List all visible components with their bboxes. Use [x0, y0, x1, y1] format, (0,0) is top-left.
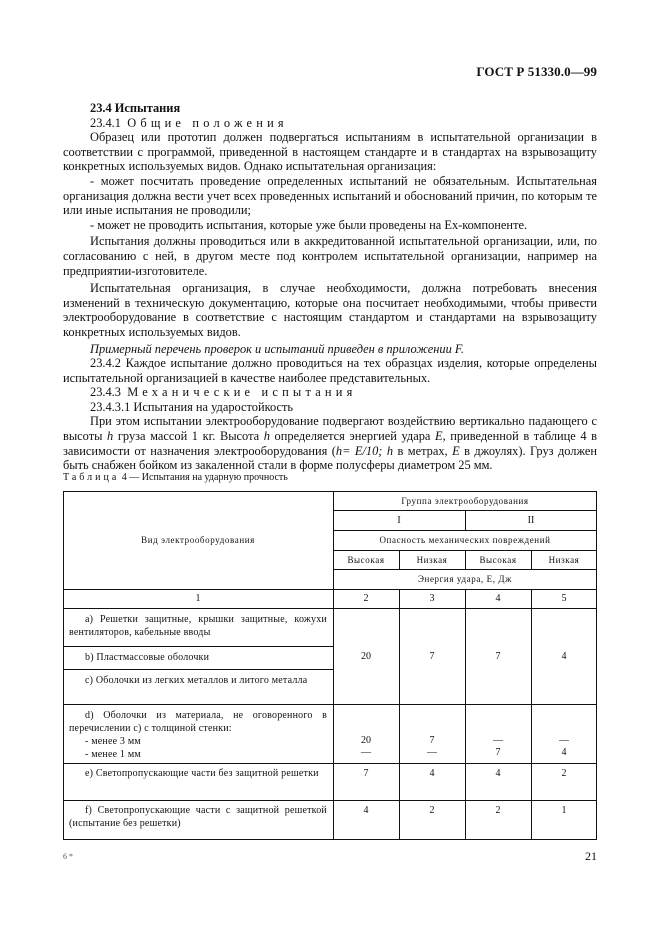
- value-e-col4: 4: [495, 768, 501, 779]
- level-high-I: Высокая: [347, 554, 385, 565]
- column-number: 1: [195, 593, 201, 604]
- subsection-heading-mechanical: [63, 385, 597, 400]
- group-I-header: I: [397, 514, 401, 526]
- subsection-title: Механические испытания: [127, 385, 357, 400]
- value-e-col5: 2: [561, 768, 567, 779]
- column-number: 2: [363, 593, 369, 604]
- column-number: 4: [495, 593, 501, 604]
- value-abc-col2: 20: [361, 650, 371, 662]
- column-number: 3: [429, 593, 435, 604]
- danger-header: Опасность механических повреждений: [379, 535, 551, 545]
- page-number: 21: [585, 849, 597, 863]
- column-number: 5: [561, 593, 567, 604]
- subsection-title: Общие положения: [127, 115, 288, 130]
- italic-note: Примерный перечень проверок и испытаний приведен в приложении F.: [90, 341, 464, 356]
- subsection-23-4-3-1-title: 23.4.3.1 Испытания на ударостойкость: [90, 399, 294, 414]
- level-low-I: Низкая: [416, 554, 448, 565]
- paragraph: Образец или прототип должен подвергаться испытаниям в испытательной организации в соответствии с программой, приведенной в настоящем стандарте и в стандартах на взрывозащиту конкретных используемых видов. Однако испытательная организация:: [63, 130, 597, 174]
- value-abc-col4: 7: [495, 650, 501, 662]
- group-II-header: II: [527, 514, 535, 526]
- value-f-col3: 2: [429, 805, 435, 816]
- column-header-equipment-type: Вид электрооборудования: [141, 535, 255, 545]
- value-d-col3: 7 —: [427, 735, 437, 758]
- value-f-col5: 1: [561, 805, 567, 816]
- subsection-heading-general: [63, 116, 597, 131]
- document-code-header: ГОСТ Р 51330.0—99: [476, 64, 597, 79]
- value-e-col2: 7: [363, 768, 369, 779]
- table-row-label-c: c) Оболочки из легких металлов и литого металла: [85, 675, 308, 686]
- paragraph-23-4-2: 23.4.2 Каждое испытание должно проводиться на тех образцах изделия, которые определены испытательной организацией в качестве наиболее представительных.: [63, 356, 597, 385]
- value-abc-col5: 4: [561, 650, 567, 662]
- value-d-col4: — 7: [493, 735, 503, 758]
- impact-test-paragraph: При этом испытании электрооборудование подвергают воздействию вертикально падающего с высоты h груза массой 1 кг. Высота h определяется энергией удара E, приведенной в таблице 4 в зависимости от назначения электрооборудования (h= E/10; h в метрах, E в джоулях). Груз должен быть снабжен бойком из закаленной стали в форме полусферы диаметром 25 мм.: [63, 414, 598, 473]
- table-row-label-a: a) Решетки защитные, крышки защитные, кожухи вентиляторов, кабельные вводы: [69, 614, 327, 638]
- subsection-number: 23.4.3: [90, 385, 121, 400]
- level-low-II: Низкая: [548, 554, 580, 565]
- paragraph: Испытательная организация, в случае необходимости, должна потребовать внесения изменений в техническую документацию, которые она посчитает необходимыми, чтобы привести электрооборудование в соответствие с настоящим стандартом и стандартами на взрывозащиту конкретных используемых видов.: [63, 281, 597, 339]
- table-row-label-b: b) Пластмассовые оболочки: [85, 652, 210, 663]
- section-title: 23.4 Испытания: [90, 101, 181, 115]
- energy-header: Энергия удара, E, Дж: [417, 574, 512, 584]
- value-abc-col3: 7: [429, 650, 435, 662]
- subsection-number: 23.4.1: [90, 115, 121, 130]
- value-d-col5: — 4: [559, 735, 569, 758]
- document-body: [63, 101, 597, 473]
- table-row-label-d: d) Оболочки из материала, не оговоренного в перечислении c) с толщиной стенки: - менее 3 мм - менее 1 мм: [69, 710, 327, 760]
- paragraph: - может не проводить испытания, которые уже были проведены на Ex-компоненте.: [90, 217, 528, 232]
- level-high-II: Высокая: [479, 554, 517, 565]
- signature-mark: 6 *: [63, 852, 73, 861]
- value-f-col2: 4: [363, 805, 369, 816]
- table-caption: Таблица 4 — Испытания на ударную прочность: [63, 472, 288, 483]
- value-f-col4: 2: [495, 805, 501, 816]
- table-row-label-e: e) Светопропускающие части без защитной решетки: [85, 768, 319, 779]
- paragraph: - может посчитать проведение определенных испытаний не обязательным. Испытательная организация должна вести учет всех проведенных испытаний и обоснований причин, по которым те или иные испытания не проводили;: [63, 173, 597, 218]
- value-e-col3: 4: [429, 768, 435, 779]
- table-row-label-f: f) Светопропускающие части с защитной решеткой (испытание без решетки): [69, 805, 327, 829]
- column-header-group: Группа электрооборудования: [401, 495, 529, 506]
- paragraph: Испытания должны проводиться или в аккредитованной испытательной организации, или, по согласованию с ней, в другом месте под контролем испытательной организации, например на предприятии-изготовителе.: [63, 234, 597, 278]
- impact-test-table: [63, 491, 597, 840]
- value-d-col2: 20 —: [361, 735, 371, 758]
